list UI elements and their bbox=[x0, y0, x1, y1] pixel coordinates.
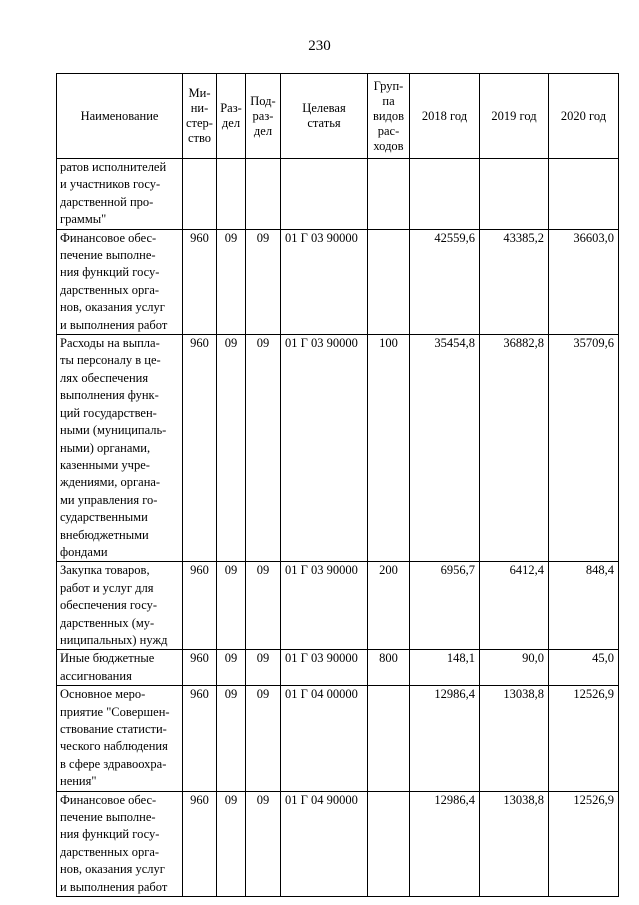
cell-2018: 35454,8 bbox=[410, 335, 480, 562]
header-name: Наименование bbox=[57, 74, 183, 159]
cell-target: 01 Г 03 90000 bbox=[281, 562, 368, 650]
cell-2020 bbox=[549, 159, 619, 230]
cell-name: Финансовое обес- печение выполне- ния функций госу- дарственных орга- нов, оказания услуг и выполнения работ bbox=[57, 229, 183, 334]
cell-ministry: 960 bbox=[183, 562, 217, 650]
cell-subsection: 09 bbox=[246, 335, 281, 562]
cell-target: 01 Г 03 90000 bbox=[281, 335, 368, 562]
cell-2018: 12986,4 bbox=[410, 686, 480, 791]
table-row bbox=[57, 159, 619, 230]
cell-2018: 12986,4 bbox=[410, 791, 480, 896]
cell-name: Иные бюджетные ассигнования bbox=[57, 650, 183, 686]
cell-group bbox=[368, 791, 410, 896]
cell-section: 09 bbox=[217, 791, 246, 896]
cell-target: 01 Г 04 00000 bbox=[281, 686, 368, 791]
table-row bbox=[57, 686, 619, 791]
cell-ministry: 960 bbox=[183, 229, 217, 334]
cell-ministry: 960 bbox=[183, 791, 217, 896]
cell-2018: 148,1 bbox=[410, 650, 480, 686]
cell-group bbox=[368, 686, 410, 791]
cell-subsection bbox=[246, 159, 281, 230]
cell-2020: 12526,9 bbox=[549, 791, 619, 896]
cell-subsection: 09 bbox=[246, 791, 281, 896]
cell-section: 09 bbox=[217, 650, 246, 686]
cell-group: 100 bbox=[368, 335, 410, 562]
cell-subsection: 09 bbox=[246, 650, 281, 686]
cell-2020: 36603,0 bbox=[549, 229, 619, 334]
cell-section bbox=[217, 159, 246, 230]
cell-ministry: 960 bbox=[183, 650, 217, 686]
header-group: Груп- па видов рас- ходов bbox=[368, 74, 410, 159]
cell-2019: 43385,2 bbox=[480, 229, 549, 334]
table-row bbox=[57, 335, 619, 562]
cell-2020: 45,0 bbox=[549, 650, 619, 686]
cell-2018: 6956,7 bbox=[410, 562, 480, 650]
cell-2019: 90,0 bbox=[480, 650, 549, 686]
header-ministry: Ми- ни- стер- ство bbox=[183, 74, 217, 159]
cell-subsection: 09 bbox=[246, 686, 281, 791]
cell-subsection: 09 bbox=[246, 562, 281, 650]
cell-2018: 42559,6 bbox=[410, 229, 480, 334]
cell-group bbox=[368, 159, 410, 230]
table-row bbox=[57, 562, 619, 650]
cell-target: 01 Г 03 90000 bbox=[281, 650, 368, 686]
cell-name: Финансовое обес- печение выполне- ния функций госу- дарственных орга- нов, оказания услуг и выполнения работ bbox=[57, 791, 183, 896]
table-row bbox=[57, 791, 619, 896]
header-section: Раз- дел bbox=[217, 74, 246, 159]
header-target: Целевая статья bbox=[281, 74, 368, 159]
cell-name: Расходы на выпла- ты персоналу в це- лях обеспечения выполнения функ- ций государствен- ными (муниципаль- ными) органами, казенными учре- ждениями, органа- ми управления го- сударственными внебюджетными фондами bbox=[57, 335, 183, 562]
cell-2020: 12526,9 bbox=[549, 686, 619, 791]
cell-2020: 848,4 bbox=[549, 562, 619, 650]
header-subsection: Под- раз- дел bbox=[246, 74, 281, 159]
table-row bbox=[57, 650, 619, 686]
cell-group: 200 bbox=[368, 562, 410, 650]
cell-group bbox=[368, 229, 410, 334]
cell-target bbox=[281, 159, 368, 230]
cell-section: 09 bbox=[217, 686, 246, 791]
header-2020: 2020 год bbox=[549, 74, 619, 159]
cell-2019: 13038,8 bbox=[480, 686, 549, 791]
cell-2018 bbox=[410, 159, 480, 230]
header-2019: 2019 год bbox=[480, 74, 549, 159]
cell-2019 bbox=[480, 159, 549, 230]
cell-2019: 6412,4 bbox=[480, 562, 549, 650]
cell-name: Основное меро- приятие "Совершен- ствование статисти- ческого наблюдения в сфере здравоохра- нения" bbox=[57, 686, 183, 791]
cell-section: 09 bbox=[217, 335, 246, 562]
cell-subsection: 09 bbox=[246, 229, 281, 334]
cell-2020: 35709,6 bbox=[549, 335, 619, 562]
cell-ministry bbox=[183, 159, 217, 230]
cell-group: 800 bbox=[368, 650, 410, 686]
table-row bbox=[57, 229, 619, 334]
header-2018: 2018 год bbox=[410, 74, 480, 159]
cell-2019: 13038,8 bbox=[480, 791, 549, 896]
cell-section: 09 bbox=[217, 562, 246, 650]
header-row bbox=[57, 74, 619, 159]
cell-ministry: 960 bbox=[183, 335, 217, 562]
cell-name: ратов исполнителей и участников госу- дарственной про- граммы" bbox=[57, 159, 183, 230]
budget-table bbox=[56, 73, 619, 897]
page-number: 230 bbox=[308, 38, 331, 54]
cell-2019: 36882,8 bbox=[480, 335, 549, 562]
cell-section: 09 bbox=[217, 229, 246, 334]
cell-name: Закупка товаров, работ и услуг для обеспечения госу- дарственных (му- ниципальных) нужд bbox=[57, 562, 183, 650]
cell-target: 01 Г 04 90000 bbox=[281, 791, 368, 896]
cell-ministry: 960 bbox=[183, 686, 217, 791]
cell-target: 01 Г 03 90000 bbox=[281, 229, 368, 334]
